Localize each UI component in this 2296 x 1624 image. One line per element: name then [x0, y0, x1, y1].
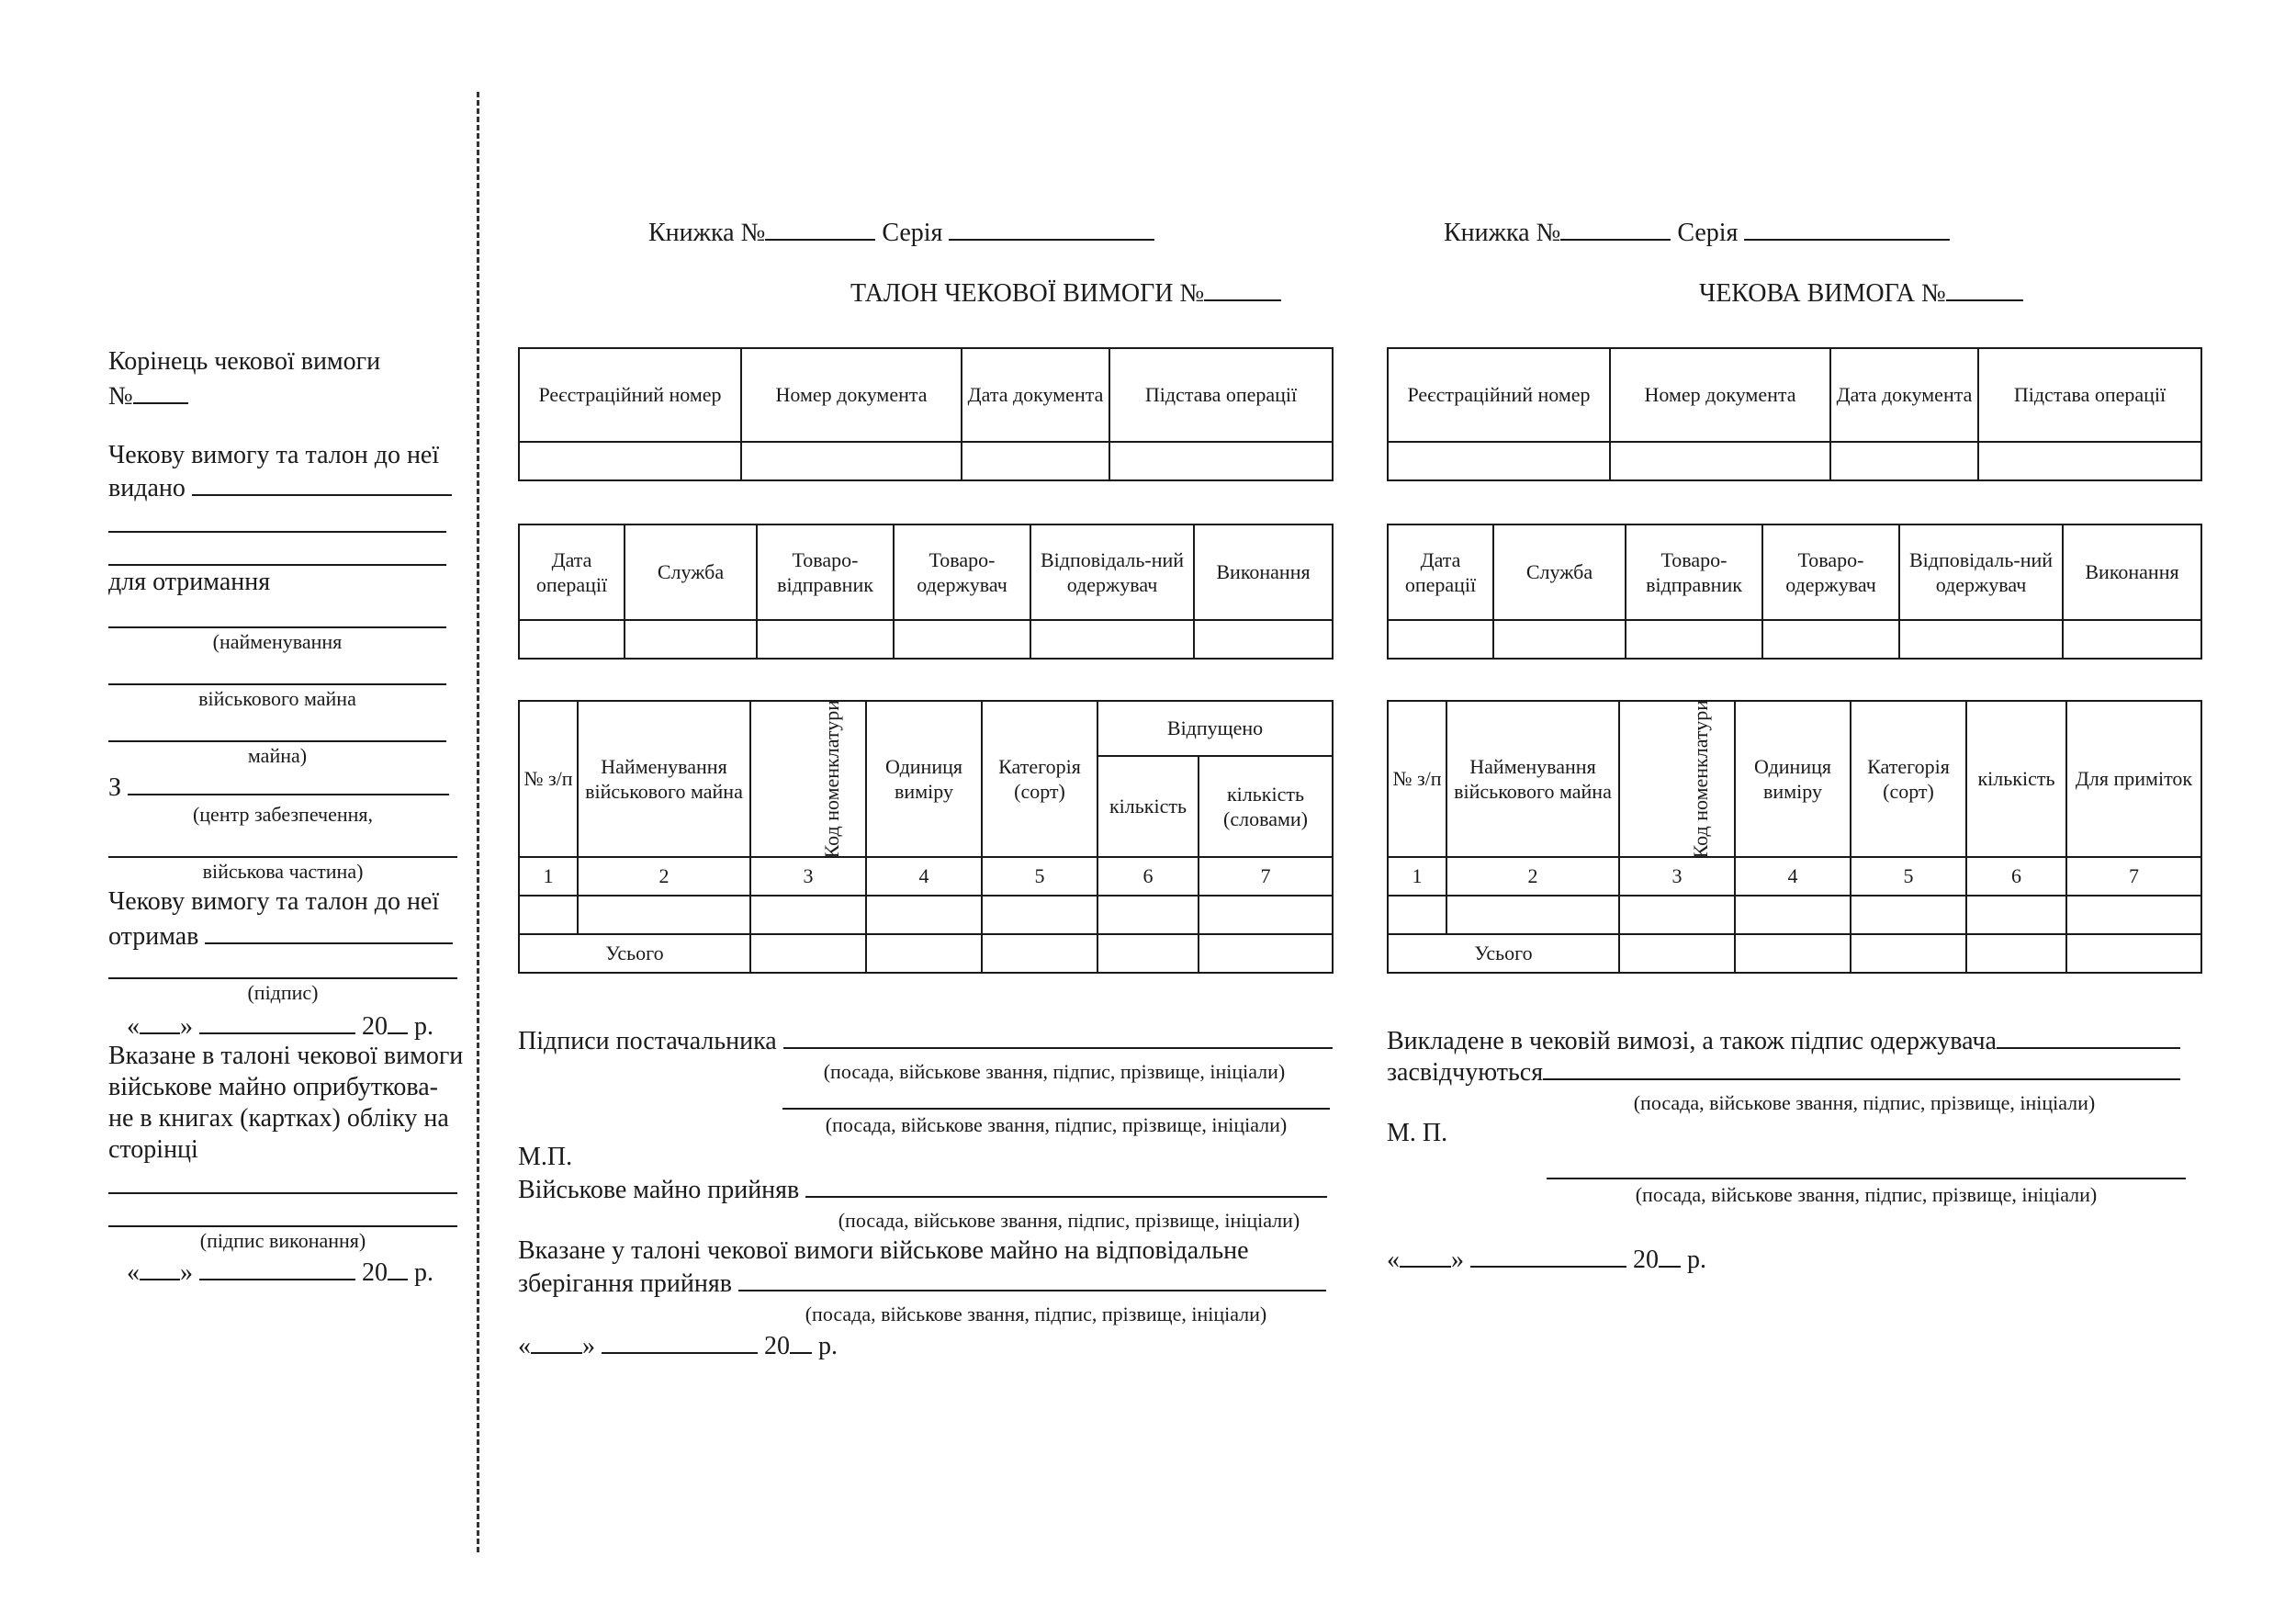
stub-caption-center: (центр забезпечення, [192, 803, 374, 826]
header-cell: Відпущено [1097, 701, 1333, 756]
talon-table-registration [518, 347, 1334, 481]
stub-line [108, 626, 446, 628]
input-cell[interactable] [1610, 442, 1830, 480]
input-cell[interactable] [1199, 934, 1333, 973]
talon-title: ТАЛОН ЧЕКОВОЇ ВИМОГИ № [850, 277, 1281, 309]
input-cell[interactable] [1097, 934, 1199, 973]
input-cell[interactable] [1626, 620, 1762, 659]
input-cell[interactable] [1978, 442, 2201, 480]
caption-position: (посада, військове звання, підпис, прізвище, ініціали) [1633, 1091, 2096, 1114]
header-cell: Дата операції [1388, 524, 1493, 620]
stub-line [108, 564, 446, 566]
check-title: ЧЕКОВА ВИМОГА № [1699, 277, 2023, 309]
header-cell [750, 701, 866, 857]
stub-note: не в книгах (картках) обліку на [108, 1104, 449, 1133]
talon-accepted: Військове майно прийняв [518, 1174, 1327, 1205]
input-cell[interactable] [962, 442, 1109, 480]
header-cell: № з/п [519, 701, 578, 857]
input-cell[interactable] [578, 896, 750, 934]
header-cell: Відповідаль-ний одержувач [1899, 524, 2063, 620]
caption-position: (посада, військове звання, підпис, прізвище, ініціали) [838, 1209, 1300, 1232]
stub-line [108, 740, 446, 742]
input-cell[interactable] [741, 442, 962, 480]
talon-storage: Вказане у талоні чекової вимоги військове майно на відповідальне [518, 1236, 1249, 1265]
number-cell: 2 [578, 857, 750, 896]
input-cell[interactable] [1493, 620, 1626, 659]
talon-stamp: М.П. [518, 1143, 573, 1171]
number-cell: 7 [1199, 857, 1333, 896]
vertical-header: Код номенклатури [1689, 700, 1713, 859]
stub-line [108, 977, 457, 979]
stub-issued-label: Чекову вимогу та талон до неї [108, 441, 440, 469]
talon-supplier-signature: Підписи постачальника [518, 1025, 1333, 1056]
header-cell: Дата документа [962, 348, 1109, 442]
input-cell[interactable] [1735, 934, 1851, 973]
input-cell[interactable] [1851, 934, 1966, 973]
stub-date: « » 20 р. [127, 1258, 433, 1287]
stub-note: Вказане в талоні чекової вимоги [108, 1042, 464, 1070]
number-cell: 7 [2066, 857, 2201, 896]
input-cell[interactable] [1851, 896, 1966, 934]
header-cell: Номер документа [741, 348, 962, 442]
signature-line [1547, 1178, 2186, 1179]
input-cell[interactable] [1899, 620, 2063, 659]
header-cell: № з/п [1388, 701, 1446, 857]
header-cell: Підстава операції [1109, 348, 1333, 442]
header-cell: Найменування військового майна [578, 701, 750, 857]
header-cell [1619, 701, 1735, 857]
number-cell: 1 [519, 857, 578, 896]
header-cell: Служба [1493, 524, 1626, 620]
header-cell: Реєстраційний номер [1388, 348, 1610, 442]
check-certified: засвідчуються [1387, 1056, 2180, 1088]
number-cell: 6 [1966, 857, 2066, 896]
header-cell: Підстава операції [1978, 348, 2201, 442]
total-label: Усього [519, 934, 750, 973]
stub-line [108, 1225, 457, 1227]
input-cell[interactable] [2066, 934, 2201, 973]
header-cell: Реєстраційний номер [519, 348, 741, 442]
input-cell[interactable] [1966, 896, 2066, 934]
check-table-operation [1387, 524, 2202, 660]
input-cell[interactable] [866, 896, 982, 934]
stub-title: Корінець чекової вимоги [108, 347, 381, 376]
input-cell[interactable] [866, 934, 982, 973]
number-cell: 4 [866, 857, 982, 896]
check-date: « » 20 р. [1387, 1246, 1706, 1274]
header-cell: Товаро-відправник [1626, 524, 1762, 620]
input-cell[interactable] [1830, 442, 1978, 480]
input-cell[interactable] [894, 620, 1030, 659]
input-cell[interactable] [1109, 442, 1333, 480]
input-cell[interactable] [982, 934, 1097, 973]
input-cell[interactable] [625, 620, 757, 659]
input-cell[interactable] [1619, 934, 1735, 973]
number-cell: 6 [1097, 857, 1199, 896]
header-cell: Категорія (сорт) [982, 701, 1097, 857]
stub-from: З [108, 772, 449, 803]
stub-date: « » 20 р. [127, 1012, 433, 1041]
input-cell[interactable] [1388, 442, 1610, 480]
vertical-header: Код номенклатури [820, 700, 844, 859]
input-cell[interactable] [519, 442, 741, 480]
check-table-registration [1387, 347, 2202, 481]
header-cell: Одиниця виміру [866, 701, 982, 857]
stub-line [108, 683, 446, 685]
cut-line [477, 92, 479, 1552]
header-cell: кількість [1097, 756, 1199, 857]
check-stated: Викладене в чековій вимозі, а також підпис одержувача [1387, 1025, 2180, 1056]
stub-caption-name: (найменування [212, 630, 343, 653]
talon-table-items [518, 700, 1334, 974]
stub-caption-exec: (підпис виконання) [199, 1229, 366, 1252]
stub-note: військове майно оприбуткова- [108, 1073, 438, 1101]
header-cell: Служба [625, 524, 757, 620]
input-cell[interactable] [1619, 896, 1735, 934]
header-cell: Дата операції [519, 524, 625, 620]
header-cell: Одиниця виміру [1735, 701, 1851, 857]
stub-caption-property: майна) [247, 744, 308, 767]
input-cell[interactable] [1388, 620, 1493, 659]
talon-storage-line: зберігання прийняв [518, 1268, 1326, 1299]
header-cell: Виконання [1194, 524, 1333, 620]
stub-caption-signature: (підпис) [247, 981, 319, 1004]
input-cell[interactable] [519, 620, 625, 659]
input-cell[interactable] [1735, 896, 1851, 934]
caption-position: (посада, військове звання, підпис, прізвище, ініціали) [805, 1303, 1267, 1325]
input-cell[interactable] [1762, 620, 1899, 659]
number-cell: 5 [982, 857, 1097, 896]
header-cell: Товаро-одержувач [1762, 524, 1899, 620]
input-cell[interactable] [1388, 896, 1446, 934]
header-cell: Номер документа [1610, 348, 1830, 442]
check-stamp: М. П. [1387, 1119, 1448, 1147]
header-cell: кількість (словами) [1199, 756, 1333, 857]
input-cell[interactable] [1966, 934, 2066, 973]
stub-received-label: Чекову вимогу та талон до неї [108, 887, 440, 916]
header-cell: Найменування військового майна [1446, 701, 1619, 857]
number-cell: 1 [1388, 857, 1446, 896]
input-cell[interactable] [519, 896, 578, 934]
number-cell: 3 [1619, 857, 1735, 896]
input-cell[interactable] [2066, 896, 2201, 934]
header-cell: Категорія (сорт) [1851, 701, 1966, 857]
stub-note: сторінці [108, 1135, 198, 1164]
check-table-items [1387, 700, 2202, 974]
talon-book-line: Книжка № Серія [648, 217, 1154, 248]
stub-for-receive: для отримання [108, 568, 271, 596]
input-cell[interactable] [1199, 896, 1333, 934]
input-cell[interactable] [2063, 620, 2201, 659]
header-cell: Відповідаль-ний одержувач [1030, 524, 1194, 620]
stub-number: № [108, 380, 188, 412]
stub-line [108, 531, 446, 533]
stub-caption-unit: військова частина) [202, 860, 364, 883]
stub-issued-line: видано [108, 472, 452, 503]
input-cell[interactable] [1194, 620, 1333, 659]
caption-position: (посада, військове звання, підпис, прізвище, ініціали) [823, 1060, 1286, 1083]
talon-date: « » 20 р. [518, 1332, 838, 1360]
check-book-line: Книжка № Серія [1444, 217, 1950, 248]
header-cell: Для приміток [2066, 701, 2201, 857]
input-cell[interactable] [1446, 896, 1619, 934]
input-cell[interactable] [750, 896, 866, 934]
stub-received-line: отримав [108, 920, 453, 952]
number-cell: 4 [1735, 857, 1851, 896]
stub-line [108, 1192, 457, 1194]
stub-line [108, 856, 457, 858]
total-label: Усього [1388, 934, 1619, 973]
input-cell[interactable] [982, 896, 1097, 934]
header-cell: Товаро-відправник [757, 524, 894, 620]
caption-position: (посада, військове звання, підпис, прізвище, ініціали) [825, 1113, 1288, 1136]
number-cell: 3 [750, 857, 866, 896]
input-cell[interactable] [1097, 896, 1199, 934]
input-cell[interactable] [757, 620, 894, 659]
stub-caption-military: військового майна [198, 687, 356, 710]
talon-table-operation [518, 524, 1334, 660]
header-cell: Виконання [2063, 524, 2201, 620]
signature-line [782, 1108, 1330, 1110]
header-cell: Дата документа [1830, 348, 1978, 442]
caption-position: (посада, військове звання, підпис, прізвище, ініціали) [1635, 1183, 2098, 1206]
header-cell: Товаро-одержувач [894, 524, 1030, 620]
input-cell[interactable] [1030, 620, 1194, 659]
input-cell[interactable] [750, 934, 866, 973]
header-cell: кількість [1966, 701, 2066, 857]
number-cell: 5 [1851, 857, 1966, 896]
number-cell: 2 [1446, 857, 1619, 896]
